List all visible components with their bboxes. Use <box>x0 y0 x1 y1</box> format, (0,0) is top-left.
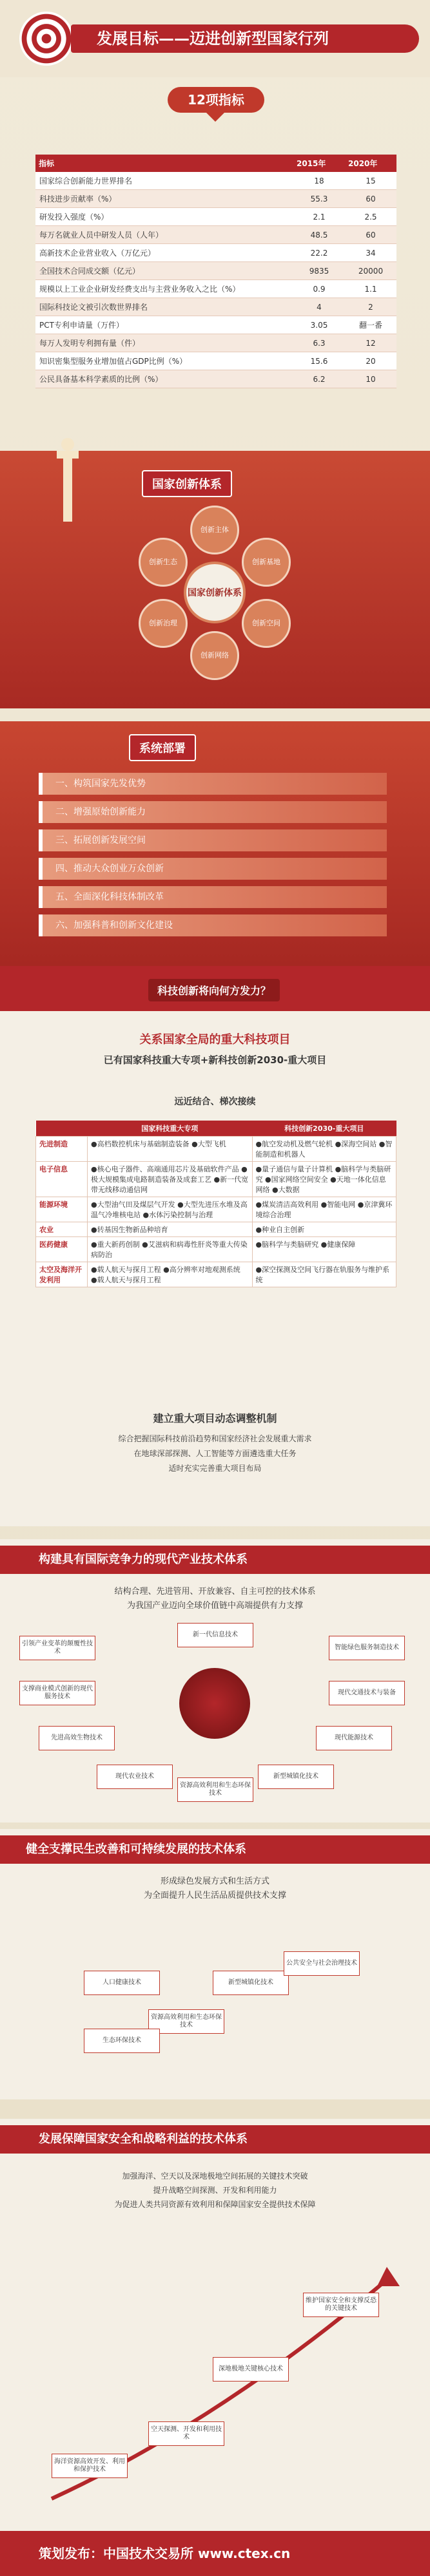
node-space: 创新空间 <box>242 599 291 648</box>
table-cell: ●载人航天与探月工程 ●高分辨率对地观测系统 ●载人航天与探月工程 <box>88 1262 253 1287</box>
table-row <box>36 1262 396 1287</box>
table-row <box>35 298 396 316</box>
footer: 策划发布：中国技术交易所 www.ctex.cn <box>0 2531 430 2576</box>
table-cell: 10 <box>345 370 396 388</box>
security-node: 深地极地关键核心技术 <box>213 2357 289 2382</box>
table-cell: 34 <box>345 244 396 262</box>
question-title: 科技创新将向何方发力？ <box>148 979 280 1001</box>
table-cell: 2.1 <box>293 208 345 226</box>
life-node: 人口健康技术 <box>84 1971 160 1995</box>
deploy-item: 二、增强原始创新能力 <box>39 801 387 823</box>
table-cell: 6.2 <box>293 370 345 388</box>
table-cell: 20000 <box>345 262 396 280</box>
table-row <box>35 370 396 388</box>
projects-title: 关系国家全局的重大科技项目 <box>139 1033 291 1046</box>
security-desc: 加强海洋、空天以及深地极地空间拓展的关键技术突破 <box>122 2172 308 2181</box>
tech-node: 智能绿色服务制造技术 <box>329 1636 405 1660</box>
indicator-table <box>35 155 396 388</box>
table-cell: 太空及海洋开发利用 <box>36 1262 88 1287</box>
life-title: 健全支撑民生改善和可持续发展的技术体系 <box>0 1835 430 1864</box>
table-row <box>35 262 396 280</box>
node-governance: 创新治理 <box>139 599 188 648</box>
question-band <box>0 966 430 1011</box>
table-cell: 18 <box>293 172 345 190</box>
life-node: 新型城镇化技术 <box>213 1971 289 1995</box>
table-row <box>35 280 396 298</box>
mechanism-line: 综合把握国际科技前沿趋势和国家经济社会发展重大需求 <box>118 1434 312 1443</box>
table-cell: ●脑科学与类脑研究 ●健康保障 <box>252 1237 396 1262</box>
table-cell: 农业 <box>36 1222 88 1237</box>
projects-subtitle: 已有国家科技重大专项+新科技创新2030-重大项目 <box>103 1054 327 1066</box>
table-cell: ●转基因生物新品种培育 <box>88 1222 253 1237</box>
table-cell: 60 <box>345 226 396 244</box>
mechanism-line: 在地球深部探测、人工智能等方面遴选重大任务 <box>133 1449 297 1458</box>
table-row <box>36 1222 396 1237</box>
table-row <box>35 334 396 352</box>
deploy-item: 三、拓展创新发展空间 <box>39 829 387 851</box>
table-row <box>36 1197 396 1222</box>
table-cell: 2.5 <box>345 208 396 226</box>
life-node: 资源高效利用和生态环保技术 <box>148 2009 224 2034</box>
projects-table <box>35 1121 396 1287</box>
arrow-down-icon <box>206 113 224 122</box>
deploy-title: 系统部署 <box>129 734 196 761</box>
deploy-item: 四、推动大众创业万众创新 <box>39 858 387 880</box>
table-cell: 60 <box>345 190 396 208</box>
node-subject: 创新主体 <box>190 506 239 554</box>
table-cell: 55.3 <box>293 190 345 208</box>
table-cell: ●航空发动机及燃气轮机 ●深海空间站 ●智能制造和机器人 <box>252 1137 396 1162</box>
deploy-item: 六、加强科普和创新文化建设 <box>39 914 387 936</box>
table-cell: 20 <box>345 352 396 370</box>
table-cell: 4 <box>293 298 345 316</box>
tech-node: 新一代信息技术 <box>177 1623 253 1647</box>
table-cell: 科技进步贡献率（%） <box>35 190 293 208</box>
deploy-item: 一、构筑国家先发优势 <box>39 773 387 795</box>
table-cell: 先进制造 <box>36 1137 88 1162</box>
table-cell: ●种业自主创新 <box>252 1222 396 1237</box>
tech-node: 现代能源技术 <box>316 1726 392 1750</box>
header-section <box>0 0 430 77</box>
table-cell: 3.05 <box>293 316 345 334</box>
table-cell: 电子信息 <box>36 1162 88 1197</box>
monument-icon <box>39 431 97 522</box>
table-row <box>36 1237 396 1262</box>
table-row <box>35 190 396 208</box>
table-row <box>36 1137 396 1162</box>
table-row <box>35 208 396 226</box>
table-header <box>36 1121 88 1137</box>
life-node: 公共安全与社会治理技术 <box>284 1951 360 1976</box>
table-cell: 医药健康 <box>36 1237 88 1262</box>
table-cell: 翻一番 <box>345 316 396 334</box>
table-cell: 6.3 <box>293 334 345 352</box>
security-node: 海洋资源高效开发、利用和保护技术 <box>52 2454 128 2478</box>
tech-node: 支撑商业模式创新的现代服务技术 <box>19 1681 95 1705</box>
projects-note: 远近结合、梯次接续 <box>174 1097 256 1107</box>
table-cell: 2 <box>345 298 396 316</box>
table-cell: ●大型油气田及煤层气开发 ●大型先进压水堆及高温气冷堆核电站 ●水体污染控制与治理 <box>88 1197 253 1222</box>
tech-desc: 为我国产业迈向全球价值链中高端提供有力支撑 <box>126 1601 303 1611</box>
mechanism-line: 适时充实完善重大项目布局 <box>168 1464 262 1473</box>
table-cell: 1.1 <box>345 280 396 298</box>
table-cell: 规模以上工业企业研发经费支出与主营业务收入之比（%） <box>35 280 293 298</box>
table-cell: 每万名就业人员中研发人员（人年） <box>35 226 293 244</box>
table-row <box>35 244 396 262</box>
table-cell: 能源环境 <box>36 1197 88 1222</box>
page-title: 发展目标——迈进创新型国家行列 <box>71 24 419 53</box>
life-desc: 为全面提升人民生活品质提供技术支撑 <box>143 1891 286 1900</box>
table-header: 2020年 <box>345 155 396 172</box>
table-cell: 高新技术企业营业收入（万亿元） <box>35 244 293 262</box>
table-cell: 全国技术合同成交额（亿元） <box>35 262 293 280</box>
table-cell: 15 <box>345 172 396 190</box>
innovation-center: 国家创新体系 <box>184 562 246 623</box>
table-cell: 12 <box>345 334 396 352</box>
table-cell: 研发投入强度（%） <box>35 208 293 226</box>
table-cell: 22.2 <box>293 244 345 262</box>
table-row <box>35 172 396 190</box>
table-cell: 9835 <box>293 262 345 280</box>
target-icon <box>19 12 73 66</box>
node-ecology: 创新生态 <box>139 538 188 587</box>
deploy-section <box>0 721 430 966</box>
table-cell: 公民具备基本科学素质的比例（%） <box>35 370 293 388</box>
table-row <box>35 316 396 334</box>
table-cell: PCT专利申请量（万件） <box>35 316 293 334</box>
livelihood-section <box>0 1829 430 2099</box>
node-network: 创新网络 <box>190 631 239 680</box>
tech-node: 现代交通技术与装备 <box>329 1681 405 1705</box>
table-cell: 知识密集型服务业增加值占GDP比例（%） <box>35 352 293 370</box>
innovation-title: 国家创新体系 <box>142 470 232 497</box>
innovation-section <box>0 451 430 708</box>
security-desc: 提升战略空间探测、开发和利用能力 <box>153 2186 277 2195</box>
table-header: 指标 <box>35 155 293 172</box>
table-row <box>36 1162 396 1197</box>
tech-node: 先进高效生物技术 <box>39 1726 115 1750</box>
tech-node: 新型城镇化技术 <box>258 1765 334 1789</box>
table-cell: 48.5 <box>293 226 345 244</box>
table-row <box>35 352 396 370</box>
life-node: 生态环保技术 <box>84 2029 160 2053</box>
tech-node: 引领产业变革的颠覆性技术 <box>19 1636 95 1660</box>
tech-desc: 结构合理、先进管用、开放兼容、自主可控的技术体系 <box>114 1587 316 1596</box>
table-header: 国家科技重大专项 <box>88 1121 253 1137</box>
table-cell: ●煤炭清洁高效利用 ●智能电网 ●京津冀环境综合治理 <box>252 1197 396 1222</box>
security-title: 发展保障国家安全和战略利益的技术体系 <box>0 2125 430 2154</box>
table-cell: ●深空探测及空间飞行器在轨服务与维护系统 <box>252 1262 396 1287</box>
table-cell: 0.9 <box>293 280 345 298</box>
tech-node: 现代农业技术 <box>97 1765 173 1789</box>
tech-hub <box>179 1668 250 1739</box>
table-cell: 国际科技论文被引次数世界排名 <box>35 298 293 316</box>
security-desc: 为促进人类共同资源有效利用和保障国家安全提供技术保障 <box>114 2200 316 2209</box>
table-header: 科技创新2030-重大项目 <box>252 1121 396 1137</box>
table-cell: ●核心电子器件、高端通用芯片及基础软件产品 ●极大规模集成电路制造装备及成套工艺 ●新一代宽带无线移动通信网 <box>88 1162 253 1197</box>
security-node: 维护国家安全和支撑反恐的关键技术 <box>303 2293 379 2317</box>
table-cell: 每万人发明专利拥有量（件） <box>35 334 293 352</box>
tech-node: 资源高效利用和生态环保技术 <box>177 1777 253 1802</box>
table-row <box>35 226 396 244</box>
tech-title: 构建具有国际竞争力的现代产业技术体系 <box>0 1546 430 1574</box>
table-cell: ●量子通信与量子计算机 ●脑科学与类脑研究 ●国家网络空间安全 ●天地一体化信息网络 ●大数据 <box>252 1162 396 1197</box>
security-node: 空天探测、开发和利用技术 <box>148 2421 224 2446</box>
mechanism-title: 建立重大项目动态调整机制 <box>153 1412 277 1425</box>
table-cell: ●重大新药创制 ●艾滋病和病毒性肝炎等重大传染病防治 <box>88 1237 253 1262</box>
indicator-pill: 12项指标 <box>168 87 264 113</box>
node-base: 创新基地 <box>242 538 291 587</box>
table-cell: 国家综合创新能力世界排名 <box>35 172 293 190</box>
deploy-item: 五、全面深化科技体制改革 <box>39 886 387 908</box>
table-cell: 15.6 <box>293 352 345 370</box>
table-cell: ●高档数控机床与基础制造装备 ●大型飞机 <box>88 1137 253 1162</box>
life-desc: 形成绿色发展方式和生活方式 <box>160 1877 269 1886</box>
table-header: 2015年 <box>293 155 345 172</box>
